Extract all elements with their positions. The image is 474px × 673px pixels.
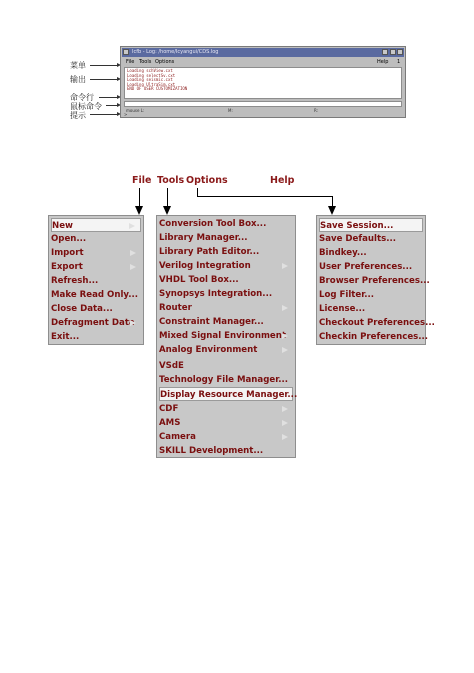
menu-item-label: New <box>52 221 73 231</box>
tools-menu-item-synopsys-integration[interactable] <box>159 287 293 301</box>
tools-menu-item-cdf[interactable] <box>159 402 293 416</box>
tools-menu-item-library-manager[interactable] <box>159 231 293 245</box>
log-line: Loading seismic.cxt <box>127 77 173 83</box>
mouse-middle-label: M: <box>228 108 233 113</box>
window-titlebar[interactable] <box>122 48 404 57</box>
submenu-arrow-icon <box>129 223 135 229</box>
options-menu-item-save-session[interactable] <box>319 218 423 232</box>
menu-item-label: Display Resource Manager... <box>160 390 298 400</box>
options-menu-item-checkin-preferences[interactable] <box>319 330 429 344</box>
tools-menu-item-ams[interactable] <box>159 416 293 430</box>
file-menu-item-close-data[interactable] <box>51 302 141 316</box>
menu-item-label: Bindkey... <box>319 248 367 258</box>
tools-menu-item-technology-file-manager[interactable] <box>159 373 293 387</box>
menu-item-label: User Preferences... <box>319 262 413 272</box>
menu-item-label: Checkout Preferences... <box>319 318 435 328</box>
submenu-arrow-icon <box>282 434 288 440</box>
menu-item-label: CDF <box>159 404 179 414</box>
arrow-down-icon <box>163 206 171 215</box>
file-menu-item-exit[interactable] <box>51 330 141 344</box>
menu-item-label: Mixed Signal Environment <box>159 331 286 341</box>
submenu-arrow-icon <box>130 264 136 270</box>
annotation-line-menu <box>90 65 118 66</box>
tools-menu-item-library-path-editor[interactable] <box>159 245 293 259</box>
annotation-line-command <box>99 97 118 98</box>
menu-item-label: Library Path Editor... <box>159 247 260 257</box>
submenu-arrow-icon <box>282 406 288 412</box>
options-menu-item-checkout-preferences[interactable] <box>319 316 435 330</box>
maximize-icon[interactable] <box>390 49 396 55</box>
close-icon[interactable] <box>397 49 403 55</box>
tools-menu-item-camera[interactable] <box>159 430 293 444</box>
file-menu-item-defragment-data[interactable] <box>51 316 141 330</box>
menubar-help[interactable]: Help <box>270 175 295 186</box>
annotation-menu: 菜单 <box>70 61 86 70</box>
menu-item-label: SKILL Development... <box>159 446 264 456</box>
menu-item-label: Make Read Only... <box>51 290 139 300</box>
file-menu-item-refresh[interactable] <box>51 274 141 288</box>
submenu-arrow-icon <box>282 263 288 269</box>
tools-menu-item-verilog-integration[interactable] <box>159 259 293 273</box>
tools-menu-item-vsde[interactable] <box>159 359 293 373</box>
submenu-arrow-icon <box>282 333 288 339</box>
tools-menu-item-analog-environment[interactable] <box>159 343 293 357</box>
tools-menu <box>156 215 296 458</box>
tools-menu-item-skill-development[interactable] <box>159 444 293 458</box>
annotation-command-line: 命令行 <box>70 93 94 102</box>
log-line: END OF USER CUSTOMIZATION <box>127 86 188 92</box>
menu-item-label: Analog Environment <box>159 345 258 355</box>
annotation-output: 输出 <box>70 75 86 84</box>
command-line-input[interactable] <box>124 101 402 107</box>
menu-item-label: Export <box>51 262 83 272</box>
menu-item-label: Import <box>51 248 84 258</box>
options-menu-item-save-defaults[interactable] <box>319 232 423 246</box>
connector-options-down <box>197 188 198 196</box>
submenu-arrow-icon <box>282 347 288 353</box>
tools-menu-item-conversion-tool-box[interactable] <box>159 217 293 231</box>
menu-item-label: Exit... <box>51 332 80 342</box>
window-menu-tools[interactable]: Tools <box>139 59 152 65</box>
menu-item-label: Close Data... <box>51 304 113 314</box>
submenu-arrow-icon <box>130 320 136 326</box>
prompt-line: > <box>124 112 128 117</box>
menu-item-label: Save Defaults... <box>319 234 396 244</box>
file-menu-item-make-read-only[interactable] <box>51 288 141 302</box>
tools-menu-item-mixed-signal-environment[interactable] <box>159 329 293 343</box>
file-menu-item-open[interactable] <box>51 232 141 246</box>
tools-menu-item-constraint-manager[interactable] <box>159 315 293 329</box>
connector-tools <box>167 188 168 208</box>
arrow-down-icon <box>328 206 336 215</box>
window-menu-options[interactable]: Options <box>155 59 175 65</box>
output-log <box>124 67 402 99</box>
file-menu-item-export[interactable] <box>51 260 141 274</box>
menu-item-label: Router <box>159 303 192 313</box>
log-line: Loading schView.cxt <box>127 68 173 73</box>
options-menu-item-license[interactable] <box>319 302 423 316</box>
mouse-left-label: mouse L: <box>126 108 145 113</box>
menu-item-label: VSdE <box>159 361 184 371</box>
file-menu-item-new[interactable] <box>51 218 141 232</box>
cds-log-window <box>120 46 406 118</box>
menu-item-label: Conversion Tool Box... <box>159 219 267 229</box>
window-menu-help-num: 1 <box>397 59 401 65</box>
connector-options-across <box>197 196 333 197</box>
connector-file <box>139 188 140 208</box>
file-menu-item-import[interactable] <box>51 246 141 260</box>
menu-item-label: Technology File Manager... <box>159 375 289 385</box>
menu-item-label: Checkin Preferences... <box>319 332 429 342</box>
menu-item-label: Defragment Data <box>51 318 135 328</box>
menu-item-label: Constraint Manager... <box>159 317 264 327</box>
menubar-options[interactable]: Options <box>186 175 228 186</box>
menu-item-label: Verilog Integration <box>159 261 251 271</box>
submenu-arrow-icon <box>282 420 288 426</box>
window-menu-file[interactable]: File <box>126 59 135 65</box>
annotation-line-output <box>90 79 118 80</box>
window-menu-icon[interactable] <box>123 49 129 55</box>
tools-menu-item-vhdl-tool-box[interactable] <box>159 273 293 287</box>
menubar-file[interactable]: File <box>132 175 152 186</box>
arrow-down-icon <box>135 206 143 215</box>
menu-item-label: Browser Preferences... <box>319 276 430 286</box>
menu-item-label: AMS <box>159 418 181 428</box>
options-menu-item-bindkey[interactable] <box>319 246 423 260</box>
menu-item-label: Log Filter... <box>319 290 375 300</box>
menu-item-label: License... <box>319 304 366 314</box>
submenu-arrow-icon <box>130 250 136 256</box>
annotation-mouse-command: 鼠标命令 <box>70 102 102 111</box>
menu-item-label: Camera <box>159 432 196 442</box>
log-line: Loading UltraSim.cxt <box>127 81 176 87</box>
menu-item-label: VHDL Tool Box... <box>159 275 239 285</box>
annotation-prompt: 提示 <box>70 111 86 120</box>
window-menu-help[interactable]: Help <box>377 59 389 65</box>
options-menu <box>316 215 435 345</box>
menu-item-label: Save Session... <box>320 221 394 231</box>
options-menu-item-log-filter[interactable] <box>319 288 423 302</box>
menubar-tools[interactable]: Tools <box>157 175 185 186</box>
window-title: Icfb - Log: /home/Icyangui/CDS.log <box>132 49 219 55</box>
menu-item-label: Library Manager... <box>159 233 248 243</box>
submenu-arrow-icon <box>282 305 288 311</box>
mouse-right-label: R: <box>314 108 319 113</box>
window-menubar <box>122 58 404 66</box>
options-menu-item-browser-preferences[interactable] <box>319 274 430 288</box>
menu-item-label: Synopsys Integration... <box>159 289 273 299</box>
menu-item-label: Refresh... <box>51 276 99 286</box>
minimize-icon[interactable] <box>382 49 388 55</box>
file-menu <box>48 215 144 345</box>
tools-menu-item-display-resource-manager[interactable] <box>159 387 298 401</box>
log-line: Loading selectSv.cxt <box>127 72 176 78</box>
options-menu-item-user-preferences[interactable] <box>319 260 423 274</box>
menu-item-label: Open... <box>51 234 87 244</box>
tools-menu-item-router[interactable] <box>159 301 293 315</box>
annotation-line-prompt <box>90 114 118 115</box>
